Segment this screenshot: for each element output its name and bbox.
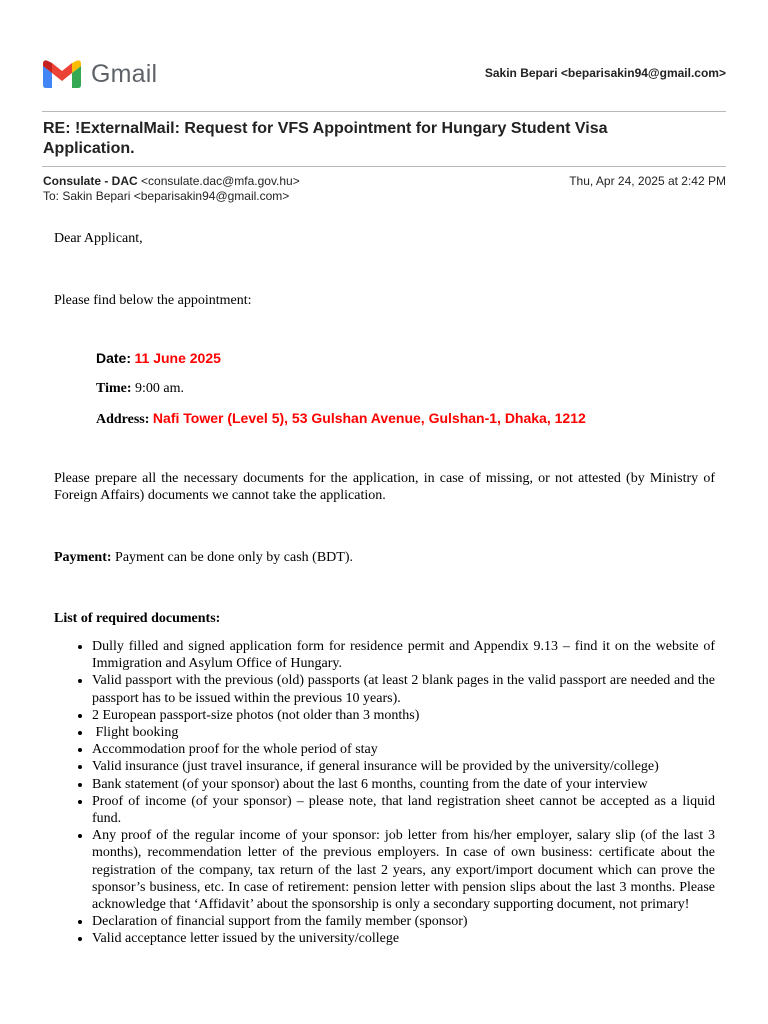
list-item: • Accommodation proof for the whole period of stay bbox=[92, 741, 715, 758]
payment-line bbox=[54, 549, 353, 566]
payment-label: Payment: bbox=[54, 550, 112, 565]
appointment-time: 9:00 am. bbox=[135, 381, 185, 396]
gmail-logo bbox=[43, 56, 157, 92]
greeting: Dear Applicant, bbox=[54, 231, 143, 246]
list-item: • Bank statement (of your sponsor) about the last 6 months, counting from the date of your interview bbox=[92, 776, 715, 793]
documents-note: Please prepare all the necessary documents for the application, in case of missing, or not attested (by Ministry of Foreign Affairs) documents we cannot take the application. bbox=[54, 471, 715, 504]
recipient-line: To: Sakin Bepari <beparisakin94@gmail.com> bbox=[43, 189, 290, 203]
intro-text: Please find below the appointment: bbox=[54, 293, 252, 308]
gmail-m-icon bbox=[43, 60, 81, 88]
appointment-date-line bbox=[96, 350, 716, 380]
list-item: • Proof of income (of your sponsor) – please note, that land registration sheet cannot be accepted as a liquid fund. bbox=[92, 793, 715, 827]
appointment-details bbox=[96, 350, 716, 440]
appointment-address: Nafi Tower (Level 5), 53 Gulshan Avenue, Gulshan-1, Dhaka, 1212 bbox=[152, 410, 586, 426]
list-item: • Dully filled and signed application form for residence permit and Appendix 9.13 – find it on the website of Immigration and Asylum Office of Hungary. bbox=[92, 638, 715, 672]
account-address: Sakin Bepari <beparisakin94@gmail.com> bbox=[484, 66, 726, 80]
list-item: • Valid insurance (just travel insurance, if general insurance will be provided by the university/college) bbox=[92, 758, 715, 775]
message-header bbox=[43, 174, 726, 204]
subject-divider bbox=[42, 166, 726, 167]
payment-text: Payment can be done only by cash (BDT). bbox=[115, 550, 353, 565]
message-date: Thu, Apr 24, 2025 at 2:42 PM bbox=[569, 174, 726, 188]
appointment-address-line bbox=[96, 410, 716, 440]
gmail-wordmark: Gmail bbox=[91, 59, 158, 88]
list-item: • Declaration of financial support from the family member (sponsor) bbox=[92, 913, 715, 930]
sender-address: <consulate.dac@mfa.gov.hu> bbox=[141, 174, 300, 188]
email-subject: RE: !ExternalMail: Request for VFS Appointment for Hungary Student Visa Application. bbox=[43, 120, 608, 157]
appointment-time-line bbox=[96, 380, 716, 410]
appointment-date: 11 June 2025 bbox=[134, 350, 221, 366]
list-item: • Valid passport with the previous (old) passports (at least 2 blank pages in the valid passport are needed and the passport has to be issued within the previous 10 years). bbox=[92, 672, 715, 706]
date-label: Date: bbox=[96, 350, 132, 366]
list-item: • 2 European passport-size photos (not older than 3 months) bbox=[92, 707, 715, 724]
list-item: • Valid acceptance letter issued by the university/college bbox=[92, 930, 715, 947]
list-item: • Flight booking bbox=[92, 724, 715, 741]
list-item: • Any proof of the regular income of your sponsor: job letter from his/her employer, salary slip (of the last 3 months), recommendation letter of the previous employers. In case of own business: certificate about the registration of the company, tax return of the last 2 years, any export/import document which can prove the sponsor’s business, etc. In case of retirement: pension letter with pension slips about the last 3 months. Please acknowledge that ‘Affidavit’ about the sponsorship is only a secondary supporting document, not primary! bbox=[92, 827, 715, 913]
required-documents-list bbox=[54, 638, 715, 948]
time-label: Time: bbox=[96, 381, 132, 396]
address-label: Address: bbox=[96, 412, 150, 427]
documents-list-heading: List of required documents: bbox=[54, 611, 221, 626]
header-divider bbox=[42, 111, 726, 112]
sender-name: Consulate - DAC bbox=[43, 174, 138, 188]
